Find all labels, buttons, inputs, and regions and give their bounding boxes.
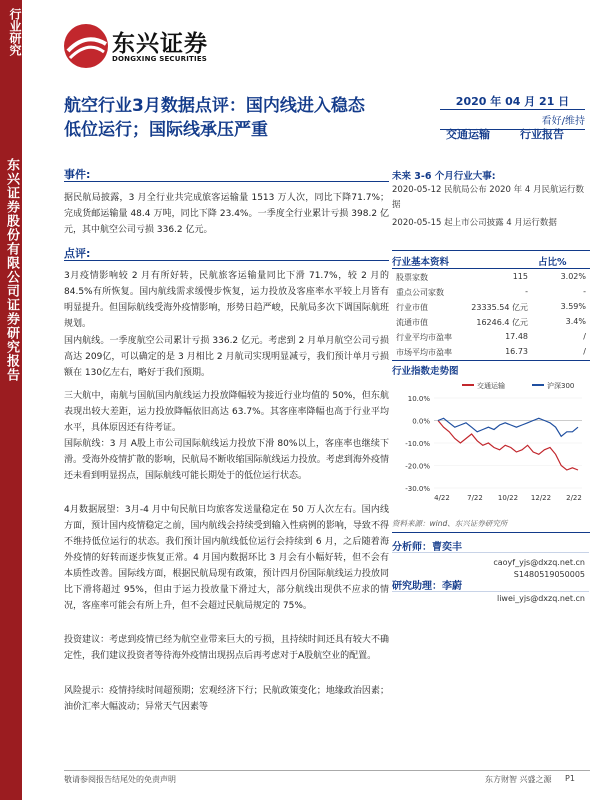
analyst-cert: S1480519050005 <box>513 570 585 579</box>
event-text: 据民航局披露，3 月全行业共完成旅客运输量 1513 万人次，同比下降71.7%；完成货邮运输量 48.4 万吨，同比下降 23.4%。一季度全行业累计亏损 398.2 亿元，其中航空公司亏损 336.2 亿元。 <box>64 193 389 235</box>
stats-row <box>396 287 586 302</box>
stats-pct: 3.4% <box>565 317 586 326</box>
stats-value: 17.48 <box>505 332 528 341</box>
page-number: P1 <box>565 774 575 783</box>
stats-pct: - <box>583 287 586 296</box>
comment-heading: 点评: <box>64 247 91 260</box>
logo-name: 东兴证券 <box>112 31 208 57</box>
chart-x-tick-label: 4/22 <box>434 494 450 502</box>
stats-pct: / <box>583 332 586 341</box>
stats-pct: 3.59% <box>560 302 586 311</box>
chart-y-tick-label: -10.0% <box>405 440 430 448</box>
stats-pct: / <box>583 347 586 356</box>
chart-series-line <box>438 418 578 436</box>
chart-x-tick-label: 10/22 <box>497 494 519 502</box>
stats-label: 行业平均市盈率 <box>396 333 452 342</box>
stats-heading: 行业基本资料 <box>392 257 450 268</box>
tag-report-type: 行业报告 <box>520 128 564 141</box>
big-three-paragraph: 三大航中，南航与国航国内航线运力投放降幅较为接近行业均值的 50%，但东航表现出较大差距，运力投放降幅依旧高达 63.7%。其客座率降幅也高于行业平均水平，具体原因还有待考证。 <box>64 391 389 433</box>
divider <box>392 268 590 269</box>
chart-legend-label: 交通运输 <box>477 382 505 390</box>
footer-slogan: 东方财智 兴盛之源 <box>485 775 552 784</box>
divider <box>392 250 590 251</box>
report-tags <box>440 124 585 140</box>
sidebar-company-label: 东兴证券股份有限公司证券研究报告 <box>4 158 19 382</box>
divider <box>392 532 590 533</box>
chart-y-tick-label: -20.0% <box>405 462 430 471</box>
stats-label: 流通市值 <box>396 318 428 327</box>
stats-label: 股票家数 <box>396 273 428 282</box>
index-trend-chart <box>392 378 588 506</box>
stats-value: 23335.54 亿元 <box>471 303 528 312</box>
event-item: 2020-05-15 起上市公司披露 4 月运行数据 <box>392 218 557 228</box>
chart-series-line <box>438 421 578 471</box>
chart-x-tick-label: 12/22 <box>530 494 552 502</box>
stats-row <box>396 302 586 317</box>
chart-source-note: 资料来源：wind、东兴证券研究所 <box>392 519 508 528</box>
event-item: 2020-05-12 民航局公布 2020 年 4 月民航运行数据 <box>392 185 584 210</box>
chart-x-tick-label: 7/22 <box>467 494 483 502</box>
events-heading: 未来 3-6 个月行业大事: <box>392 171 496 182</box>
risk-warning: 风险提示：疫情持续时间超预期；宏观经济下行；民航政策变化；地缘政治因素；油价汇率大幅波动；异常天气因素等 <box>64 686 389 712</box>
stats-column-header: 占比% <box>538 257 567 268</box>
stats-value: 115 <box>512 272 528 281</box>
stats-value: - <box>525 287 528 296</box>
assistant-email: liwei_yjs@dxzq.net.cn <box>496 594 585 603</box>
international-paragraph: 国际航线：3 月 A股上市公司国际航线运力投放下滑 80%以上，客座率也继续下滑。受海外疫情扩散的影响，民航局不断收缩国际航线运力投放。考虑到海外疫情还未看到明显拐点，国际航线可能长期处于的低位运行状态。 <box>64 439 389 481</box>
chart-x-tick-label: 2/22 <box>566 494 582 502</box>
comment-paragraph: 3月疫情影响较 2 月有所好转，民航旅客运输量同比下滑 71.7%，较 2 月的 84.5%有所恢复。国内航线需求缓慢步恢复，运力投放及客座率水平较上月皆有明显提升。但国际航线受海外疫情影响，形势日趋严峻，民航局多次下调国际航班规划。 <box>64 271 389 329</box>
assistant-name: 研究助理：李蔚 <box>392 581 462 592</box>
report-rating: 看好/维持 <box>440 109 585 130</box>
divider <box>392 591 589 592</box>
sidebar-category-label: 行业研究 <box>8 8 22 56</box>
investment-advice: 投资建议：考虑到疫情已经为航空业带来巨大的亏损，且持续时间还具有较大不确定性，我们建议投资者等待海外疫情出现拐点后再考虑对于A股航空业的配置。 <box>64 635 389 661</box>
stats-value: 16.73 <box>505 347 528 356</box>
chart-y-tick-label: 0.0% <box>412 417 430 426</box>
stats-label: 行业市值 <box>396 303 428 312</box>
sidebar <box>0 0 22 800</box>
chart-y-tick-label: 10.0% <box>407 395 430 403</box>
stats-label: 市场平均市盈率 <box>396 348 452 357</box>
report-title: 航空行业3月数据点评：国内线进入稳态低位运行；国际线承压严重 <box>64 96 365 140</box>
domestic-paragraph: 国内航线。一季度航空公司累计亏损 336.2 亿元。考虑到 2 月单月航空公司亏损高达 209亿，可以确定的是 3 月相比 2 月航司实现明显减亏，我们预计单月亏损额在 130亿左右，略好于我们预期。 <box>64 336 389 378</box>
divider <box>64 181 389 182</box>
tag-industry: 交通运输 <box>446 128 490 141</box>
footer-divider <box>64 770 590 771</box>
stats-row <box>396 332 586 347</box>
chart-y-tick-label: -30.0% <box>405 485 430 493</box>
stats-label: 重点公司家数 <box>396 288 444 297</box>
event-heading: 事件: <box>64 168 91 181</box>
outlook-paragraph: 4月数据展望：3月-4 月中旬民航日均旅客发送量稳定在 50 万人次左右。国内线方面，预计国内疫情稳定之前，国内航线会持续受到输入性病例的影响，导致不得不维持低位运行的状态。我们预计国内航线低位运行会持续到 6 月，之后随着海外疫情的好转而逐步恢复正常。4 月国内数据环比 3 月会有小幅好转，但不会有本质性改善。国际线方面，根据民航局现有政策，预计四月份国际航线运力投放同比下滑将超过 95%，但由于运力投放量下滑过大，部分航线出现供不应求的情况，客座率可能会有所上升，但不会超过民航局规定的 75%。 <box>64 505 389 611</box>
divider <box>392 552 589 553</box>
stats-value: 16246.4 亿元 <box>476 318 528 327</box>
chart-heading: 行业指数走势图 <box>392 366 459 377</box>
disclaimer-note: 敬请参阅报告结尾处的免责声明 <box>64 775 176 784</box>
divider <box>392 360 590 361</box>
report-date: 2020 年 04 月 21 日 <box>455 95 570 108</box>
stats-pct: 3.02% <box>560 272 586 281</box>
divider <box>64 260 389 261</box>
logo-english-name: DONGXING SECURITIES <box>112 55 208 63</box>
analyst-email: caoyf_yjs@dxzq.net.cn <box>493 558 585 567</box>
stats-row <box>396 317 586 332</box>
stats-row <box>396 272 586 287</box>
analyst-name: 分析师：曹奕丰 <box>392 542 462 553</box>
chart-legend-label: 沪深300 <box>547 382 575 390</box>
